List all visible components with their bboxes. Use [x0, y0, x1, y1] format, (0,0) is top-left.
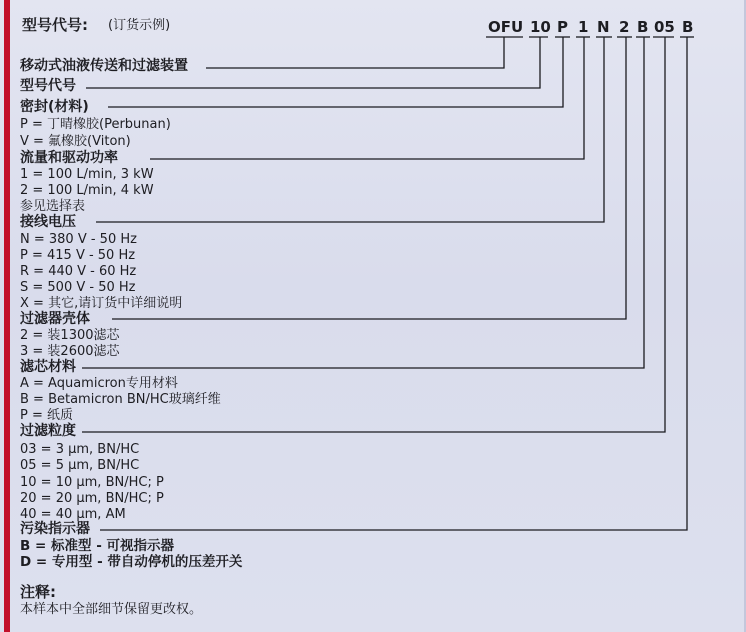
code-segment-fineness: 05 — [654, 18, 675, 36]
housing-item: 3 = 装2600滤芯 — [20, 344, 120, 359]
leader-model — [86, 37, 540, 88]
note-text: 本样本中全部细节保留更改权。 — [20, 602, 203, 617]
title-example: (订货示例) — [108, 18, 171, 33]
seal-item: V = 氟橡胶(Viton) — [20, 134, 131, 149]
note-heading: 注释: — [20, 583, 56, 601]
code-segment-indicator: B — [682, 18, 694, 36]
voltage-item: N = 380 V - 50 Hz — [20, 232, 137, 247]
fineness-item: 20 = 20 µm, BN/HC; P — [20, 491, 164, 506]
indicator-item: D = 专用型 - 带自动停机的压差开关 — [20, 554, 243, 570]
heading-name: 移动式油液传送和过滤装置 — [20, 58, 188, 74]
heading-element: 滤芯材料 — [20, 359, 76, 375]
housing-item: 2 = 装1300滤芯 — [20, 328, 120, 343]
heading-seal: 密封(材料) — [20, 99, 89, 115]
heading-indicator: 污染指示器 — [20, 521, 90, 537]
code-segment-voltage: N — [597, 18, 610, 36]
fineness-item: 03 = 3 µm, BN/HC — [20, 442, 140, 457]
code-segment-element: B — [637, 18, 649, 36]
voltage-item: P = 415 V - 50 Hz — [20, 248, 136, 263]
code-segment-series: OFU — [488, 18, 524, 36]
leader-flow — [150, 37, 584, 159]
code-segment-model: 10 — [530, 18, 551, 36]
heading-housing: 过滤器壳体 — [20, 311, 90, 327]
flow-item: 2 = 100 L/min, 4 kW — [20, 183, 154, 198]
leader-indicator — [100, 37, 687, 530]
fineness-item: 05 = 5 µm, BN/HC — [20, 458, 140, 473]
flow-item: 参见选择表 — [20, 199, 86, 214]
flow-item: 1 = 100 L/min, 3 kW — [20, 167, 154, 182]
leader-fineness — [82, 37, 665, 432]
element-item: A = Aquamicron专用材料 — [20, 376, 178, 391]
heading-fineness: 过滤粒度 — [20, 423, 76, 439]
indicator-item: B = 标准型 - 可视指示器 — [20, 538, 175, 554]
voltage-item: R = 440 V - 60 Hz — [20, 264, 137, 279]
heading-flow: 流量和驱动功率 — [20, 150, 118, 166]
seal-item: P = 丁晴橡胶(Perbunan) — [20, 117, 171, 132]
code-segment-seal: P — [557, 18, 568, 36]
title-label: 型号代号: — [22, 16, 88, 34]
fineness-item: 40 = 40 µm, AM — [20, 507, 126, 522]
element-item: P = 纸质 — [20, 408, 73, 423]
heading-voltage: 接线电压 — [20, 214, 76, 230]
leader-seal — [108, 37, 563, 107]
code-segment-housing: 2 — [619, 18, 630, 36]
leader-name — [206, 37, 504, 68]
fineness-item: 10 = 10 µm, BN/HC; P — [20, 475, 164, 490]
voltage-item: S = 500 V - 50 Hz — [20, 280, 136, 295]
leader-voltage — [96, 37, 604, 222]
code-segment-flow: 1 — [578, 18, 589, 36]
heading-model: 型号代号 — [20, 78, 76, 94]
leader-housing — [112, 37, 626, 319]
element-item: B = Betamicron BN/HC玻璃纤维 — [20, 392, 221, 407]
voltage-item: X = 其它,请订货中详细说明 — [20, 296, 183, 311]
